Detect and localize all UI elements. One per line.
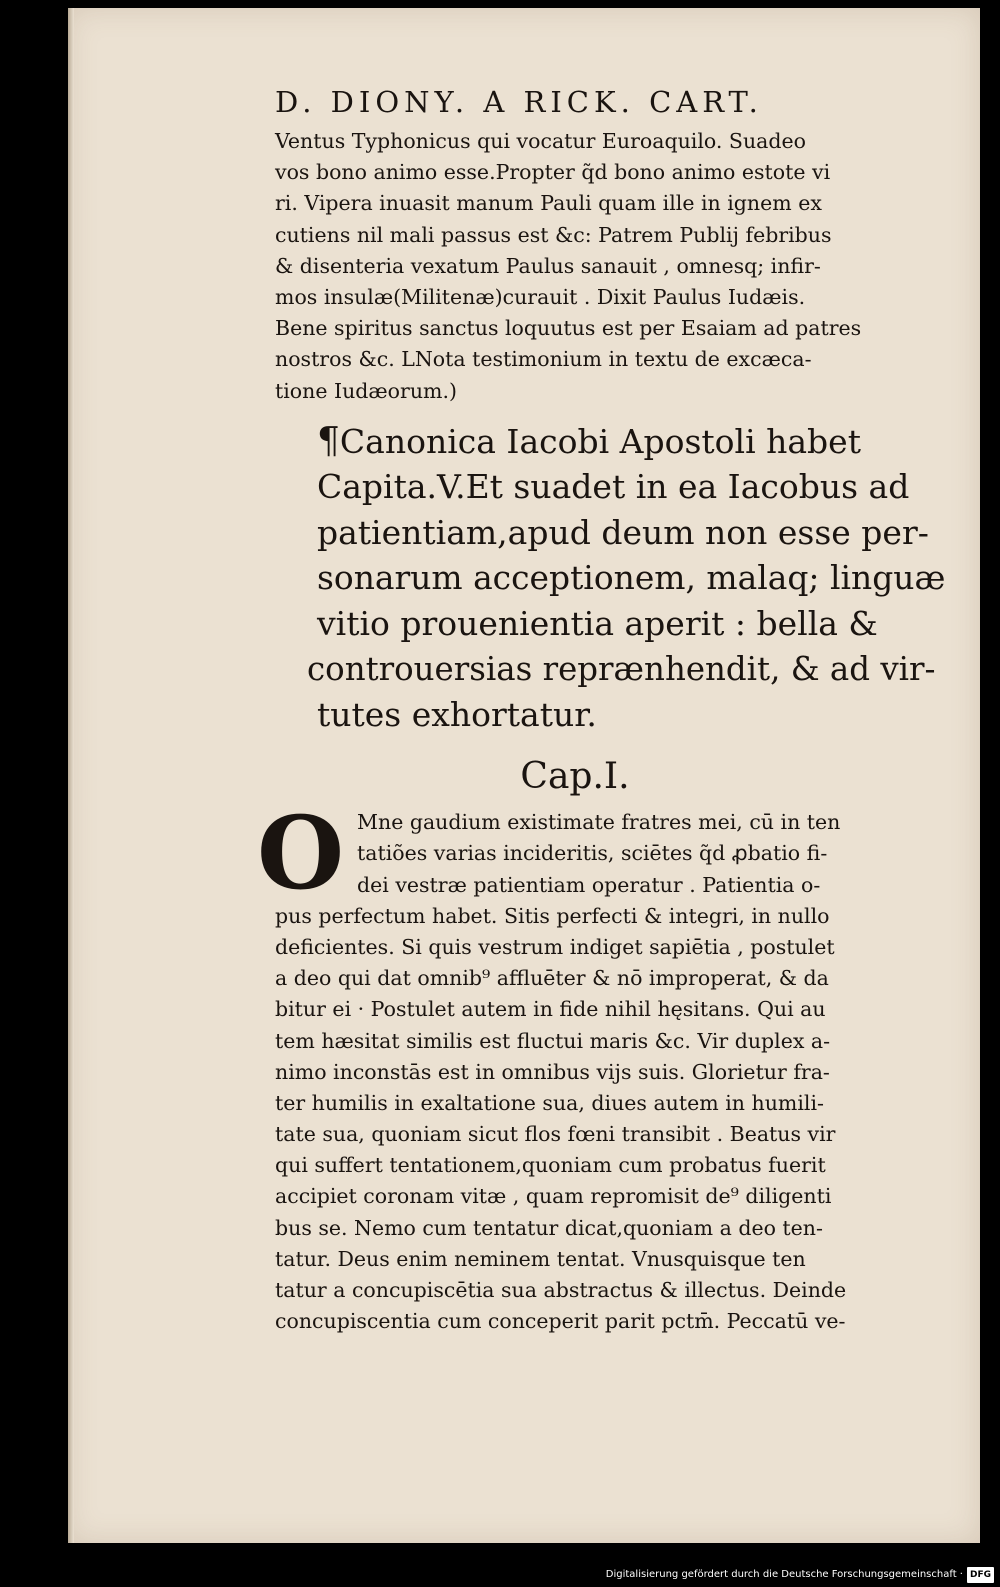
preface-line: cutiens nil mali passus est &c: Patrem Publij febribus [275,222,832,247]
epistle-summary [307,419,946,738]
chapter-text [257,794,945,1337]
chapter-line: tem hæsitat similis est fluctui maris &c. Vir duplex a- [275,1028,831,1053]
preface-line: vos bono animo esse.Propter q̃d bono animo estote vi [275,160,831,185]
chapter-line: bitur ei · Postulet autem in fide nihil hęsitans. Qui au [275,997,826,1022]
page-text [257,80,946,1337]
chapter-line: ter humilis in exaltatione sua, diues autem in humili- [275,1090,824,1115]
chapter-line: deficientes. Si quis vestrum indiget sapiētia , postulet [275,934,835,959]
chapter-line: qui suffert tentationem,quoniam cum probatus fuerit [275,1153,826,1178]
preface-line: Ventus Typhonicus qui vocatur Euroaquilo. Suadeo [275,129,806,153]
summary-line [317,419,945,465]
dfg-logo: DFG [967,1567,994,1583]
page-gutter-shadow [68,8,74,1543]
preface-line: Bene spiritus sanctus loquutus est per Esaiam ad patres [275,316,862,341]
summary-line: patientiam,apud deum non esse per- [317,512,929,552]
chapter-line: a deo qui dat omnib⁹ affluēter & nō improperat, & da [275,966,829,991]
preface-line: ri. Vipera inuasit manum Pauli quam ille in ignem ex [275,191,822,216]
preface-line: & disenteria vexatum Paulus sanauit , omnesq; infir- [275,253,821,278]
credit-text: Digitalisierung gefördert durch die Deutsche Forschungsgemeinschaft · [605,1569,963,1580]
chapter-heading: Cap.I. [520,756,630,798]
chapter-line: pus perfectum habet. Sitis perfecti & integri, in nullo [275,903,830,928]
chapter-line: concupiscentia cum conceperit parit pctm̄. Peccatū ve- [275,1309,846,1334]
summary-line: controuersias reprænhendit, & ad vir- [307,649,936,689]
preface-line: mos insulæ(Militenæ)curauit . Dixit Paulus Iudæis. [275,284,806,309]
preface-line: tione Iudæorum.) [275,378,457,403]
summary-line: vitio prouenientia aperit : bella & [317,603,878,643]
digitization-credit [606,1567,994,1583]
chapter-line: accipiet coronam vitæ , quam repromisit de⁹ diligenti [275,1184,832,1209]
summary-line: tutes exhortatur. [317,694,597,734]
chapter-line: bus se. Nemo cum tentatur dicat,quoniam a deo ten- [275,1215,823,1240]
chapter-line: tate sua, quoniam sicut flos fœni transibit . Beatus vir [275,1122,836,1147]
running-header: D. DIONY. A RICK. CART. [275,85,763,119]
chapter-line: tatur. Deus enim neminem tentat. Vnusquisque ten [275,1246,806,1271]
chapter-line: dei vestræ patientiam operatur . Patientia o- [357,872,821,897]
summary-line: sonarum acceptionem, malaq; linguæ [317,558,946,598]
chapter-line: Mne gaudium existimate fratres mei, cū in ten [357,810,841,835]
summary-line-text: Canonica Iacobi Apostoli habet [339,421,861,461]
pilcrow-mark: ¶ [317,420,340,462]
drop-cap-initial: O [257,794,345,913]
chapter-line: nimo inconstās est in omnibus vijs suis. Glorietur fra- [275,1059,830,1084]
chapter-line: tatur a concupiscētia sua abstractus & illectus. Deinde [275,1278,847,1302]
preface-block [275,126,945,407]
summary-line: Capita.V.Et suadet in ea Iacobus ad [317,467,910,507]
chapter-line: tatiões varias incideritis, sciētes q̃d ꝓbatio fi- [357,841,828,866]
preface-line: nostros &c. LNota testimonium in textu de excæca- [275,347,812,372]
